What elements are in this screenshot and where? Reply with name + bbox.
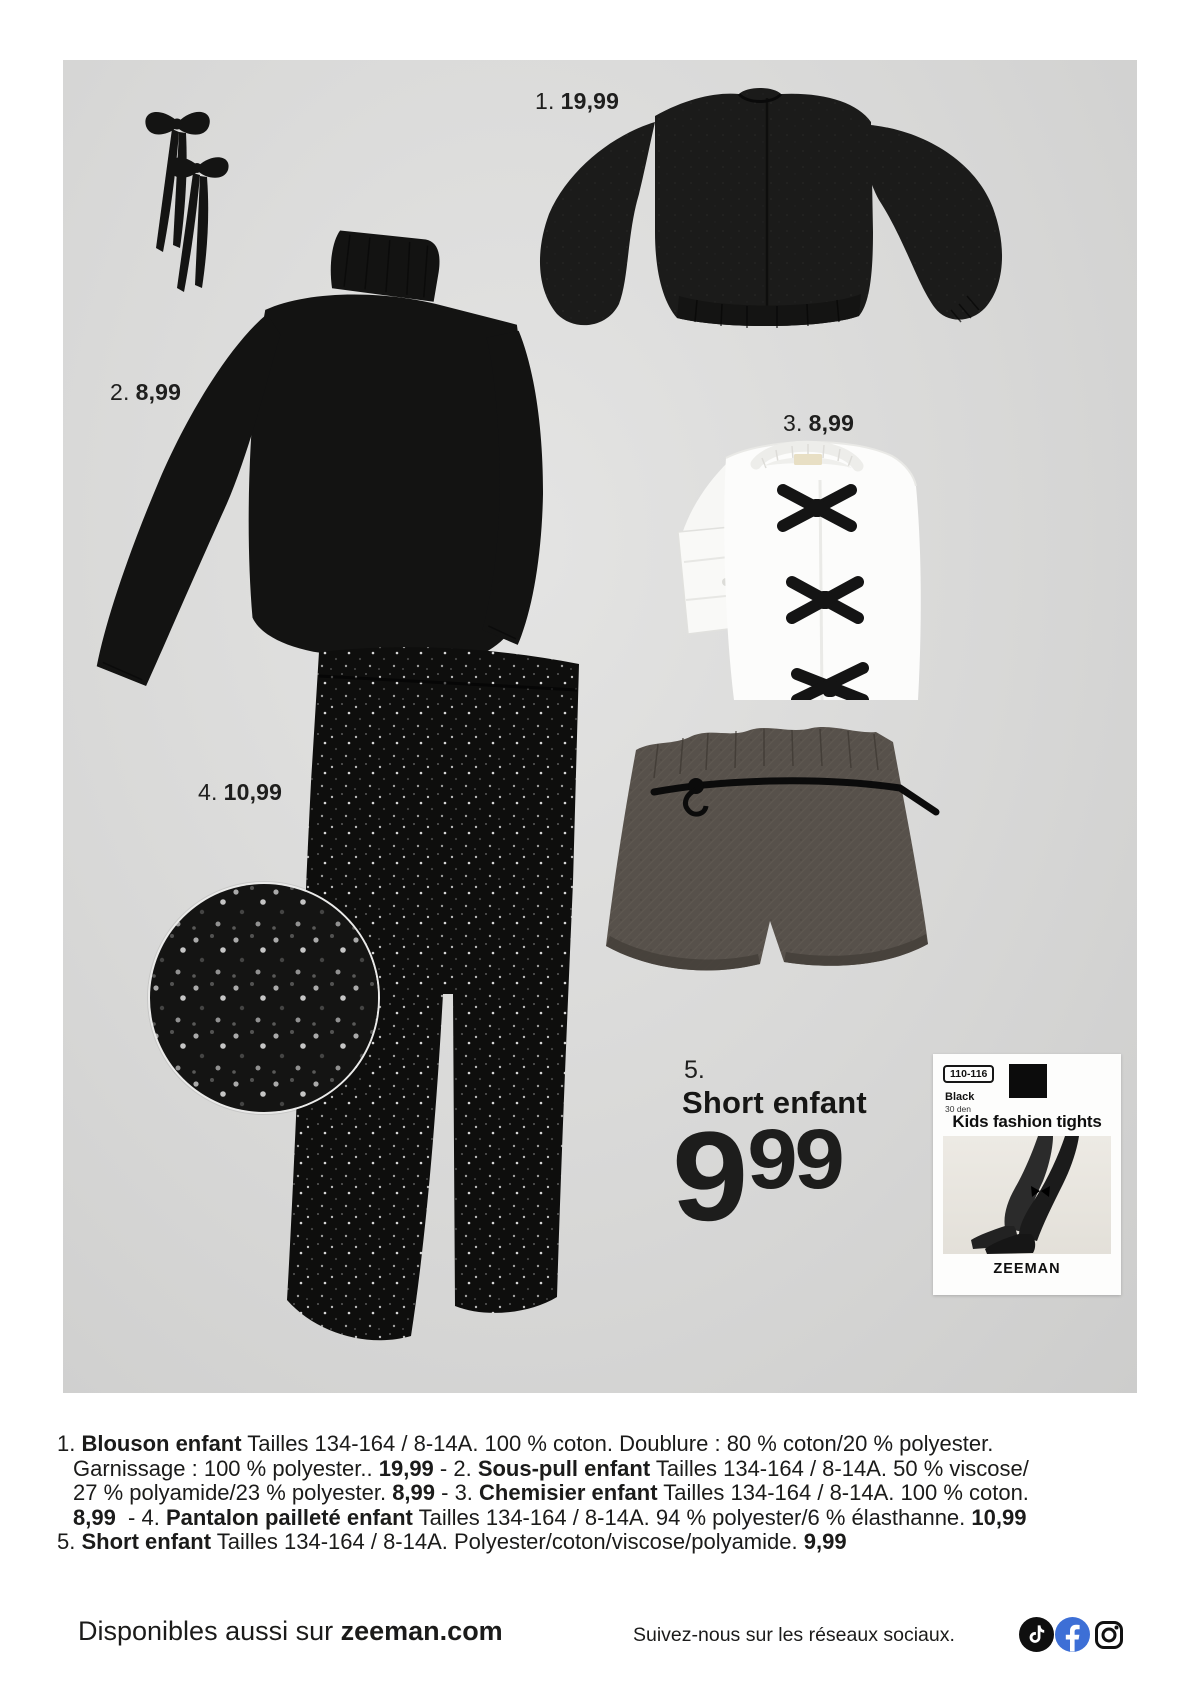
tights-size-range: 110-116: [943, 1065, 994, 1083]
footer-availability-text: [78, 1616, 503, 1647]
price-label-2-price: 8,99: [135, 379, 182, 405]
tights-legs-image: [943, 1136, 1111, 1254]
featured-price-decimals: 99: [747, 1112, 842, 1206]
facebook-icon[interactable]: [1055, 1617, 1090, 1652]
price-label-1: [535, 88, 619, 115]
description-line: 27 % polyamide/23 % polyester. 8,99 - 3. Chemisier enfant Tailles 134-164 / 8-14A. 100 % coton.: [73, 1480, 1029, 1506]
sequin-detail-magnifier: [148, 882, 380, 1114]
price-label-1-price: 19,99: [560, 88, 620, 114]
featured-item-number: 5.: [684, 1056, 705, 1084]
price-label-2: [110, 379, 181, 406]
featured-item-title: Short enfant: [682, 1085, 867, 1120]
tights-package-card: [933, 1054, 1121, 1295]
turtleneck-product-image: [62, 215, 583, 707]
price-label-3-number: 3.: [783, 410, 803, 436]
tights-brand: ZEEMAN: [993, 1261, 1061, 1277]
price-label-1-number: 1.: [535, 88, 555, 114]
description-line: 8,99 - 4. Pantalon pailleté enfant Tailles 134-164 / 8-14A. 94 % polyester/6 % élasthanne. 10,99: [73, 1504, 1027, 1530]
footer-availability-prefix: Disponibles aussi sur: [78, 1616, 341, 1646]
jacket-product-image: [527, 82, 1015, 354]
description-line: Garnissage : 100 % polyester.. 19,99 - 2. Sous-pull enfant Tailles 134-164 / 8-14A. 50 % viscose/: [73, 1455, 1029, 1481]
tights-card-title: Kids fashion tights: [952, 1112, 1102, 1131]
tiktok-icon[interactable]: [1019, 1617, 1054, 1652]
price-label-2-number: 2.: [110, 379, 130, 405]
shorts-product-image: [588, 716, 940, 998]
tights-color-name: Black: [945, 1091, 975, 1103]
blouse-product-image: [670, 432, 925, 700]
description-block: [57, 1432, 1147, 1555]
description-line: 5. Short enfant Tailles 134-164 / 8-14A. Polyester/coton/viscose/polyamide. 9,99: [57, 1529, 847, 1555]
description-line: 1. Blouson enfant Tailles 134-164 / 8-14A. 100 % coton. Doublure : 80 % coton/20 % polyester.: [57, 1431, 994, 1456]
social-icons: [1019, 1617, 1126, 1652]
footer-social-text: Suivez-nous sur les réseaux sociaux.: [633, 1624, 955, 1646]
tights-denier: 30 den: [945, 1104, 971, 1114]
zeeman-website-link[interactable]: zeeman.com: [340, 1616, 503, 1646]
featured-price: [672, 1105, 842, 1247]
sequin-closeup-image: [150, 884, 378, 1112]
instagram-icon[interactable]: [1091, 1617, 1126, 1652]
price-label-4-number: 4.: [198, 779, 218, 805]
price-label-3-price: 8,99: [808, 410, 855, 436]
price-label-4-price: 10,99: [223, 779, 283, 805]
tights-photo: [943, 1136, 1111, 1254]
featured-price-integer: 9: [672, 1105, 746, 1247]
tights-color-swatch: [1009, 1064, 1047, 1098]
